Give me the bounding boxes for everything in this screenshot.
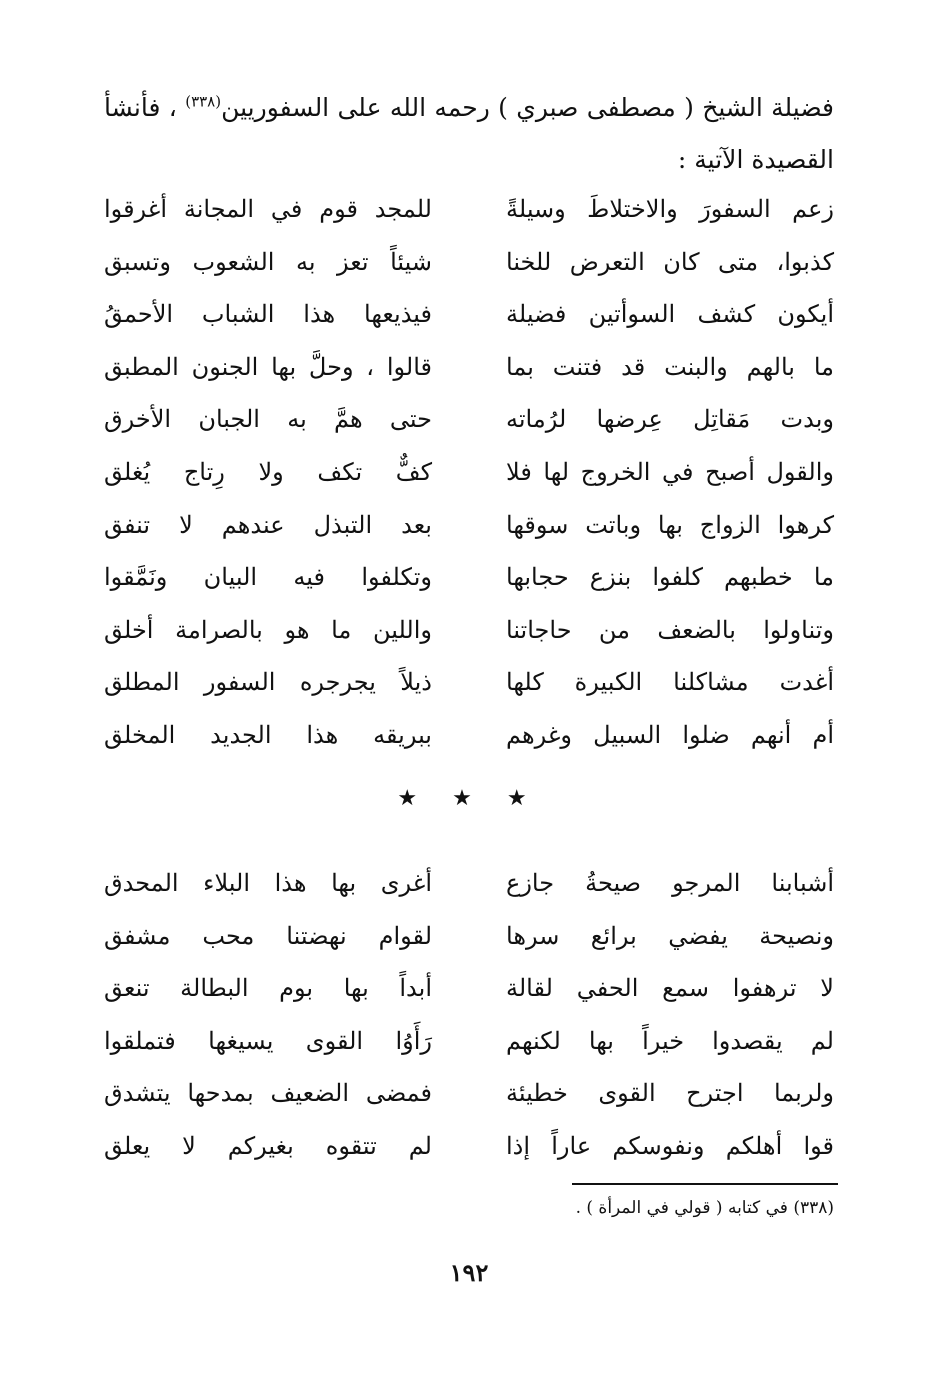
- verse-second-hemistich: حتى همَّ به الجبان الأخرق: [104, 405, 432, 434]
- verse-first-hemistich: كذبوا، متى كان التعرض للخنا: [506, 247, 834, 276]
- verse-second-hemistich: واللين ما هو بالصرامة أخلق: [104, 615, 432, 644]
- verse-line: [104, 1120, 834, 1173]
- intro-text-continued: ، فأنشأ القصيدة الآتية :: [104, 93, 834, 174]
- footnote-reference: (٣٣٨): [185, 92, 222, 111]
- verse-line: [104, 183, 834, 236]
- verse-second-hemistich: رَأَوُا القوى يسيغها فتملقوا: [104, 1026, 432, 1055]
- verse-line: [104, 499, 834, 552]
- verse-first-hemistich: ما بالهم والبنت قد فتنت بما: [506, 352, 834, 381]
- verse-line: [104, 341, 834, 394]
- verse-second-hemistich: قالوا ، وحلَّ بها الجنون المطبق: [104, 352, 432, 381]
- verse-second-hemistich: ببريقه هذا الجديد المخلق: [104, 720, 432, 749]
- poem-section-one: [104, 183, 834, 762]
- verse-line: [104, 288, 834, 341]
- verse-second-hemistich: أغرى بها هذا البلاء المحدق: [104, 869, 432, 897]
- page-number: ١٩٢: [449, 1258, 489, 1287]
- verse-first-hemistich: والقول أصبح في الخروج لها فلا: [506, 457, 834, 486]
- verse-second-hemistich: وتكلفوا فيه البيان ونَمَّقوا: [104, 563, 432, 592]
- verse-first-hemistich: ما خطبهم كلفوا بنزع حجابها: [506, 563, 834, 592]
- intro-text: فضيلة الشيخ ( مصطفى صبري ) رحمه الله على السفوريين: [221, 93, 834, 122]
- verse-line: [104, 910, 834, 963]
- verse-line: [104, 551, 834, 604]
- verse-line: [104, 604, 834, 657]
- verse-second-hemistich: كفٌّ تكف ولا رِتاج يُغلق: [104, 457, 432, 486]
- verse-line: [104, 446, 834, 499]
- verse-second-hemistich: لقوام نهضتنا محب مشفق: [104, 921, 432, 950]
- poem-section-two: [104, 857, 834, 1173]
- verse-first-hemistich: زعم السفورَ والاختلاطَ وسيلةً: [506, 195, 834, 223]
- verse-first-hemistich: ولربما اجترح القوى خطيئة: [506, 1079, 834, 1108]
- verse-second-hemistich: للمجد قوم في المجانة أغرقوا: [104, 195, 432, 223]
- verse-first-hemistich: أغدت مشاكلنا الكبيرة كلها: [506, 668, 834, 697]
- verse-second-hemistich: أبداً بها بوم البطالة تنعق: [104, 974, 432, 1003]
- verse-first-hemistich: قوا أهلكم ونفوسكم عاراً إذا: [506, 1131, 834, 1160]
- verse-line: [104, 857, 834, 910]
- verse-first-hemistich: وبدت مَقاتِل عِرضها لرُماته: [506, 405, 834, 434]
- verse-first-hemistich: لم يقصدوا خيراً بها لكنهم: [506, 1026, 834, 1055]
- verse-line: [104, 236, 834, 289]
- section-separator: ★ ★ ★: [397, 786, 541, 811]
- verse-first-hemistich: أشبابنا المرجو صيحةُ جازع: [506, 869, 834, 897]
- verse-second-hemistich: لم تتقوه بغيركم لا يعلق: [104, 1131, 432, 1160]
- verse-second-hemistich: فيذيعها هذا الشباب الأحمقُ: [104, 300, 432, 329]
- footnote: (٣٣٨) في كتابه ( قولي في المرأة ) .: [575, 1198, 834, 1218]
- verse-line: [104, 1067, 834, 1120]
- verse-first-hemistich: ونصيحة يفضي برائع سرها: [506, 921, 834, 950]
- verse-line: [104, 656, 834, 709]
- verse-line: [104, 962, 834, 1015]
- verse-second-hemistich: ذيلاً يجرجره السفور المطلق: [104, 668, 432, 697]
- verse-first-hemistich: لا ترهفوا سمع الحفي لقالة: [506, 974, 834, 1003]
- verse-second-hemistich: شيئاً تعز به الشعوب وتسبق: [104, 247, 432, 276]
- footnote-divider: [572, 1183, 838, 1185]
- verse-second-hemistich: فمضى الضعيف بمدحها يتشدق: [104, 1079, 432, 1108]
- verse-first-hemistich: كرهوا الزواج بها وباتت سوقها: [506, 510, 834, 539]
- verse-second-hemistich: بعد التبذل عندهم لا تنفق: [104, 510, 432, 539]
- verse-first-hemistich: أم أنهم ضلوا السبيل وغرهم: [506, 720, 834, 749]
- verse-line: [104, 393, 834, 446]
- verse-line: [104, 709, 834, 762]
- verse-first-hemistich: أيكون كشف السوأتين فضيلة: [506, 300, 834, 329]
- verse-line: [104, 1015, 834, 1068]
- intro-paragraph: [104, 82, 834, 186]
- verse-first-hemistich: وتناولوا بالضعف من حاجاتنا: [506, 615, 834, 644]
